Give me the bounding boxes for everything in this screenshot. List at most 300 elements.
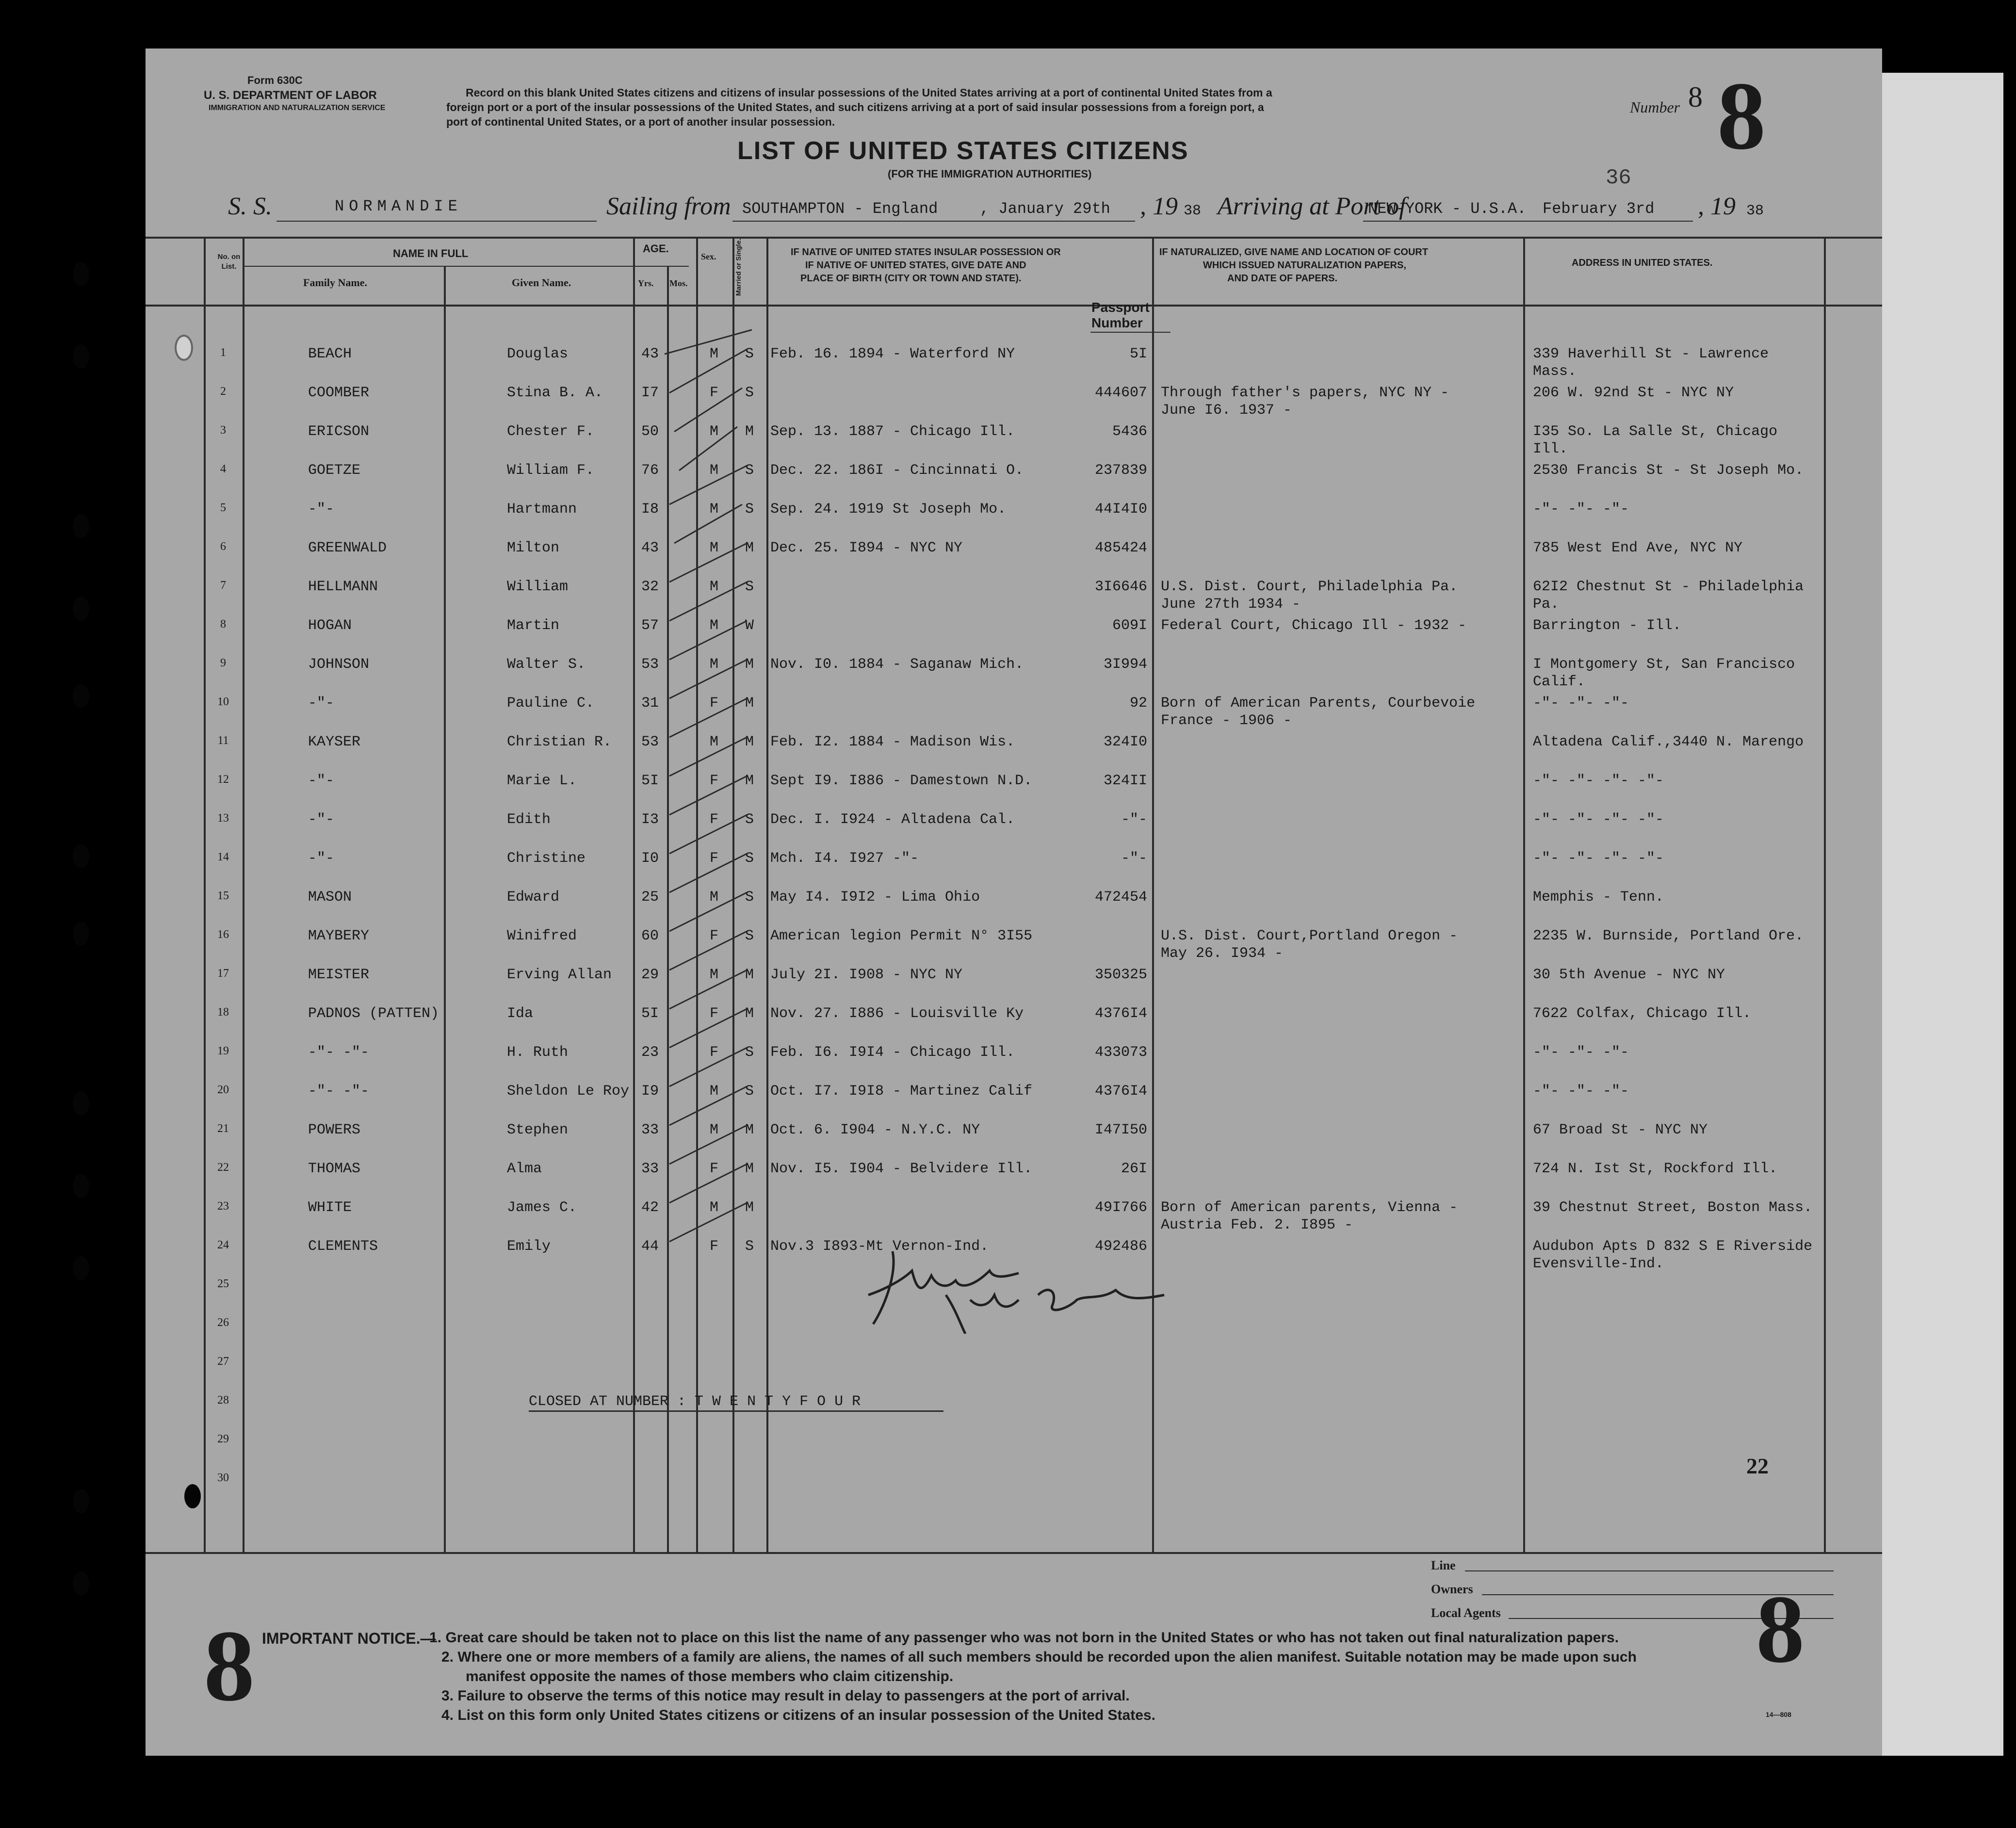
naturalization-info: June I6. 1937 -	[1161, 402, 1292, 419]
punch-hole	[73, 922, 89, 946]
age-years: 25	[641, 889, 659, 906]
row-number: 9	[220, 657, 226, 669]
sex: M	[709, 967, 718, 983]
row-number: 17	[217, 967, 229, 980]
notice-1: 1. Great care should be taken not to place on this list the name of any passenger who was not born in the United States or who has not taken out final naturalization papers.	[429, 1630, 1619, 1646]
punch-hole	[73, 1174, 89, 1198]
given-name: Douglas	[507, 346, 569, 362]
big-number-left: 8	[204, 1610, 255, 1722]
row-number: 15	[217, 890, 229, 902]
age-years: 31	[641, 695, 659, 712]
family-name: ERICSON	[308, 423, 370, 440]
row-number: 29	[217, 1433, 229, 1445]
us-address: -"- -"- -"- -"-	[1533, 773, 1664, 789]
us-address: Altadena Calif.,3440 N. Marengo	[1533, 734, 1804, 750]
underline	[276, 221, 597, 222]
header-passport: Passport	[1091, 300, 1150, 315]
us-address: 39 Chestnut Street, Boston Mass.	[1533, 1199, 1813, 1216]
given-name: Stephen	[507, 1122, 569, 1138]
us-address: 724 N. Ist St, Rockford Ill.	[1533, 1161, 1778, 1177]
punch-hole	[73, 684, 89, 708]
marital-status: S	[745, 850, 754, 867]
row-number: 13	[217, 812, 229, 825]
header-sex: Sex.	[701, 252, 716, 261]
given-name: Alma	[507, 1161, 542, 1177]
us-address: -"- -"- -"-	[1533, 501, 1629, 518]
sex: M	[709, 540, 718, 556]
passport-number: I47I50	[1094, 1122, 1147, 1138]
given-name: Edith	[507, 811, 551, 828]
sex: F	[709, 1044, 718, 1061]
passport-number: 49I766	[1094, 1199, 1147, 1216]
age-years: 29	[641, 967, 659, 983]
row-number: 3	[220, 424, 226, 437]
age-years: I0	[641, 850, 659, 867]
us-address: -"- -"- -"-	[1533, 695, 1629, 712]
family-name: PADNOS (PATTEN)	[308, 1005, 439, 1022]
age-years: 5I	[641, 1005, 659, 1022]
marital-status: W	[745, 617, 754, 634]
underline	[732, 221, 1135, 222]
row-number: 27	[217, 1355, 229, 1368]
family-name: THOMAS	[308, 1161, 361, 1177]
family-name: JOHNSON	[308, 656, 370, 673]
sex: M	[709, 579, 718, 595]
naturalization-info: Federal Court, Chicago Ill - 1932 -	[1161, 617, 1467, 634]
family-name: MEISTER	[308, 967, 370, 983]
passport-number: 3I994	[1103, 656, 1147, 673]
given-name: Martin	[507, 617, 560, 634]
row-number: 25	[217, 1278, 229, 1290]
notice-title: IMPORTANT NOTICE.—	[262, 1630, 436, 1647]
naturalization-info: U.S. Dist. Court, Philadelphia Pa.	[1161, 579, 1458, 595]
row-number: 14	[217, 851, 229, 863]
age-years: I3	[641, 811, 659, 828]
passport-number: -"-	[1121, 811, 1147, 828]
marital-status: S	[745, 928, 754, 944]
us-address: 62I2 Chestnut St - Philadelphia	[1533, 579, 1804, 595]
arrival-port: NEW-YORK - U.S.A.	[1368, 200, 1527, 218]
sex: M	[709, 501, 718, 518]
sex: F	[709, 695, 718, 712]
row-number: 19	[217, 1045, 229, 1057]
birth-date-place: Sept I9. I886 - Damestown N.D.	[770, 773, 1033, 789]
us-address: Audubon Apts D 832 S E Riverside	[1533, 1238, 1813, 1255]
row-number: 23	[217, 1200, 229, 1213]
instructions-line: port of continental United States, or a port of another insular possession.	[446, 115, 835, 128]
given-name: Winifred	[507, 928, 577, 944]
sex: M	[709, 423, 718, 440]
family-name: GOETZE	[308, 462, 361, 479]
us-address: 67 Broad St - NYC NY	[1533, 1122, 1708, 1138]
age-years: 53	[641, 734, 659, 750]
row-number: 5	[220, 501, 226, 514]
passport-number: 44I4I0	[1094, 501, 1147, 518]
passport-number: 350325	[1094, 967, 1147, 983]
us-address: 785 West End Ave, NYC NY	[1533, 540, 1743, 556]
given-name: Pauline C.	[507, 695, 595, 712]
passport-number: 26I	[1121, 1161, 1147, 1177]
us-address: I35 So. La Salle St, Chicago	[1533, 423, 1778, 440]
naturalization-info: U.S. Dist. Court,Portland Oregon -	[1161, 928, 1458, 944]
marital-status: M	[745, 695, 754, 712]
birth-date-place: Sep. 13. 1887 - Chicago Ill.	[770, 423, 1015, 440]
us-address: 206 W. 92nd St - NYC NY	[1533, 385, 1734, 401]
header-years: Yrs.	[638, 278, 654, 288]
print-code: 14—808	[1766, 1711, 1791, 1718]
age-years: 42	[641, 1199, 659, 1216]
inspector-signature	[863, 1237, 1213, 1334]
given-name: Walter S.	[507, 656, 586, 673]
punch-hole	[73, 597, 89, 621]
row-number: 12	[217, 773, 229, 786]
backing-sheet	[1872, 73, 2003, 1756]
big-number-right: 8	[1756, 1576, 1805, 1683]
header-birth: IF NATIVE OF UNITED STATES, GIVE DATE AND	[805, 260, 1026, 271]
row-number: 28	[217, 1394, 229, 1407]
us-address: Barrington - Ill.	[1533, 617, 1682, 634]
family-name: HOGAN	[308, 617, 352, 634]
row-number: 2	[220, 385, 226, 398]
us-address: I Montgomery St, San Francisco	[1533, 656, 1795, 673]
family-name: KAYSER	[308, 734, 361, 750]
header-naturalized: IF NATURALIZED, GIVE NAME AND LOCATION OF COURT	[1159, 247, 1429, 258]
row-number: 7	[220, 579, 226, 592]
given-name: Christine	[507, 850, 586, 867]
given-name: James C.	[507, 1199, 577, 1216]
given-name: Chester F.	[507, 423, 595, 440]
family-name: -"-	[308, 695, 335, 712]
passport-number: 4376I4	[1094, 1083, 1147, 1100]
birth-date-place: Dec. I. I924 - Altadena Cal.	[770, 811, 1015, 828]
marital-status: S	[745, 1083, 754, 1100]
number-big: 8	[1717, 63, 1766, 170]
service: IMMIGRATION AND NATURALIZATION SERVICE	[209, 104, 386, 112]
us-address: 2530 Francis St - St Joseph Mo.	[1533, 462, 1804, 479]
passport-number: 3I6646	[1094, 579, 1147, 595]
sheet-number: 22	[1746, 1454, 1769, 1478]
marital-status: S	[745, 1238, 754, 1255]
punch-hole	[73, 844, 89, 868]
header-given-name: Given Name.	[512, 276, 571, 289]
departure-year: 38	[1184, 203, 1202, 219]
us-address: Calif.	[1533, 674, 1586, 690]
family-name: GREENWALD	[308, 540, 387, 556]
departure-date: , January 29th	[980, 200, 1110, 218]
given-name: Ida	[507, 1005, 534, 1022]
marital-status: M	[745, 1199, 754, 1216]
row-number: 20	[217, 1084, 229, 1096]
row-number: 24	[217, 1239, 229, 1251]
name-header-rule	[243, 266, 631, 267]
birth-date-place: Nov. 27. I886 - Louisville Ky	[770, 1005, 1024, 1022]
marital-status: M	[745, 1005, 754, 1022]
naturalization-info: Born of American Parents, Courbevoie	[1161, 695, 1476, 712]
notice-2-cont: manifest opposite the names of those members who claim citizenship.	[466, 1668, 954, 1684]
header-family-name: Family Name.	[303, 276, 367, 289]
passport-number: 324II	[1103, 773, 1147, 789]
naturalization-info: Austria Feb. 2. I895 -	[1161, 1217, 1353, 1233]
passport-number: 5436	[1112, 423, 1147, 440]
us-address: Memphis - Tenn.	[1533, 889, 1664, 906]
passport-number: 609I	[1112, 617, 1147, 634]
birth-date-place: Nov. I5. I904 - Belvidere Ill.	[770, 1161, 1033, 1177]
departure-port: SOUTHAMPTON - England	[742, 200, 938, 218]
age-header-rule	[631, 266, 689, 267]
col-rule	[444, 266, 446, 1552]
marital-status: M	[745, 540, 754, 556]
age-years: I8	[641, 501, 659, 518]
arrival-date: February 3rd	[1543, 200, 1655, 218]
age-years: 5I	[641, 773, 659, 789]
underline	[1363, 221, 1693, 222]
family-name: -"-	[308, 811, 335, 828]
us-address: 7622 Colfax, Chicago Ill.	[1533, 1005, 1752, 1022]
us-address: 2235 W. Burnside, Portland Ore.	[1533, 928, 1804, 944]
header-naturalized: WHICH ISSUED NATURALIZATION PAPERS,	[1203, 260, 1406, 271]
closed-at-number: CLOSED AT NUMBER : T W E N T Y F O U R	[529, 1393, 861, 1410]
instructions-line: foreign port or a port of the insular possessions of the United States, and such citizens arriving at a port of said insular possessions from a foreign port, a	[446, 101, 1264, 113]
birth-date-place: Feb. I6. I9I4 - Chicago Ill.	[770, 1044, 1015, 1061]
col-rule	[1523, 237, 1525, 1552]
family-name: CLEMENTS	[308, 1238, 378, 1255]
sex: F	[709, 1238, 718, 1255]
sex: M	[709, 462, 718, 479]
us-address: Evensville-Ind.	[1533, 1256, 1664, 1272]
age-years: 43	[641, 540, 659, 556]
family-name: -"- -"-	[308, 1044, 370, 1061]
given-name: Erving Allan	[507, 967, 612, 983]
header-naturalized: AND DATE OF PAPERS.	[1227, 273, 1338, 284]
marital-status: S	[745, 1044, 754, 1061]
given-name: Christian R.	[507, 734, 612, 750]
sex: M	[709, 889, 718, 906]
birth-date-place: May I4. I9I2 - Lima Ohio	[770, 889, 980, 906]
header-name-in-full: NAME IN FULL	[393, 247, 469, 259]
passport-number: -"-	[1121, 850, 1147, 867]
row-number: 1	[220, 346, 226, 359]
birth-date-place: Oct. I7. I9I8 - Martinez Calif	[770, 1083, 1033, 1100]
age-years: 44	[641, 1238, 659, 1255]
passport-number: 492486	[1094, 1238, 1147, 1255]
punch-hole	[73, 344, 89, 369]
tally-marks	[655, 320, 766, 1261]
marital-status: S	[745, 579, 754, 595]
ss-label: S. S.	[228, 193, 272, 220]
age-years: 33	[641, 1161, 659, 1177]
header-address: ADDRESS IN UNITED STATES.	[1572, 258, 1713, 268]
row-number: 16	[217, 928, 229, 941]
passport-number: 444607	[1094, 385, 1147, 401]
sex: F	[709, 811, 718, 828]
naturalization-info: France - 1906 -	[1161, 712, 1292, 729]
us-address: Mass.	[1533, 363, 1577, 380]
given-name: William F.	[507, 462, 595, 479]
arrival-year: 38	[1746, 203, 1764, 219]
notice-3: 3. Failure to observe the terms of this notice may result in delay to passengers at the port of arrival.	[441, 1688, 1130, 1704]
naturalization-info: Through father's papers, NYC NY -	[1161, 385, 1449, 401]
family-name: -"- -"-	[308, 1083, 370, 1100]
page-mark: 36	[1606, 166, 1631, 190]
marital-status: M	[745, 734, 754, 750]
marital-status: S	[745, 462, 754, 479]
row-number: 10	[217, 696, 229, 708]
notice-2: 2. Where one or more members of a family are aliens, the names of all such members should be recorded upon the alien manifest. Suitable notation may be made upon such	[441, 1649, 1637, 1665]
sex: F	[709, 928, 718, 944]
row-number: 18	[217, 1006, 229, 1019]
sex: F	[709, 850, 718, 867]
sex: F	[709, 1161, 718, 1177]
sex: M	[709, 1199, 718, 1216]
marital-status: M	[745, 656, 754, 673]
birth-date-place: Mch. I4. I927 -"-	[770, 850, 919, 867]
age-years: 50	[641, 423, 659, 440]
family-name: POWERS	[308, 1122, 361, 1138]
birth-date-place: Sep. 24. 1919 St Joseph Mo.	[770, 501, 1007, 518]
header-married-single: Married or Single.	[734, 238, 742, 296]
header-birth: IF NATIVE OF UNITED STATES INSULAR POSSESSION OR	[791, 247, 1061, 258]
punch-hole	[184, 1484, 201, 1508]
sailing-label: Sailing from	[606, 193, 731, 220]
row-number: 6	[220, 540, 226, 553]
sex: M	[709, 346, 718, 362]
naturalization-info: Born of American parents, Vienna -	[1161, 1199, 1458, 1216]
family-name: BEACH	[308, 346, 352, 362]
punch-hole	[73, 1091, 89, 1116]
marital-status: S	[745, 889, 754, 906]
punch-hole	[73, 262, 89, 286]
family-name: MAYBERY	[308, 928, 370, 944]
col-rule	[1824, 237, 1826, 1552]
header-months: Mos.	[669, 278, 688, 288]
number-label: Number	[1630, 98, 1680, 116]
passport-number: 472454	[1094, 889, 1147, 906]
sex: M	[709, 656, 718, 673]
header-list-number: No. on List.	[217, 253, 241, 271]
table-bottom-rule	[146, 1552, 1882, 1554]
birth-date-place: Dec. 25. I894 - NYC NY	[770, 540, 963, 556]
given-name: William	[507, 579, 569, 595]
given-name: Milton	[507, 540, 560, 556]
form-number: Form 630C	[247, 74, 303, 86]
sex: M	[709, 1122, 718, 1138]
family-name: WHITE	[308, 1199, 352, 1216]
row-number: 26	[217, 1316, 229, 1329]
sex: M	[709, 734, 718, 750]
age-years: I9	[641, 1083, 659, 1100]
age-years: 33	[641, 1122, 659, 1138]
given-name: Emily	[507, 1238, 551, 1255]
given-name: Edward	[507, 889, 560, 906]
department: U. S. DEPARTMENT OF LABOR	[204, 89, 377, 102]
closed-underline	[529, 1410, 943, 1412]
family-name: COOMBER	[308, 385, 370, 401]
sex: M	[709, 617, 718, 634]
passport-number: 433073	[1094, 1044, 1147, 1061]
birth-date-place: Oct. 6. I904 - N.Y.C. NY	[770, 1122, 980, 1138]
family-name: HELLMANN	[308, 579, 378, 595]
passport-number: 324I0	[1103, 734, 1147, 750]
birth-date-place: July 2I. I908 - NYC NY	[770, 967, 963, 983]
notice-4: 4. List on this form only United States citizens or citizens of an insular possession of the United States.	[441, 1707, 1155, 1723]
us-address: -"- -"- -"- -"-	[1533, 850, 1664, 867]
marital-status: M	[745, 1122, 754, 1138]
birth-date-place: Feb. 16. 1894 - Waterford NY	[770, 346, 1015, 362]
passport-number: 92	[1129, 695, 1147, 712]
us-address: -"- -"- -"-	[1533, 1044, 1629, 1061]
row-number: 8	[220, 618, 226, 631]
sex: F	[709, 773, 718, 789]
punch-hole	[73, 1571, 89, 1596]
row-number: 4	[220, 463, 226, 475]
us-address: -"- -"- -"- -"-	[1533, 811, 1664, 828]
us-address: Pa.	[1533, 596, 1560, 613]
line-label: Line	[1431, 1558, 1456, 1572]
naturalization-info: May 26. I934 -	[1161, 945, 1284, 962]
us-address: -"- -"- -"-	[1533, 1083, 1629, 1100]
row-number: 21	[217, 1122, 229, 1135]
punch-hole	[73, 1256, 89, 1280]
instructions-line: Record on this blank United States citizens and citizens of insular possessions of the United States arriving at a port of continental United States from a	[466, 86, 1272, 99]
given-name: Marie L.	[507, 773, 577, 789]
birth-date-place: Nov. I0. 1884 - Saganaw Mich.	[770, 656, 1024, 673]
family-name: -"-	[308, 501, 335, 518]
passport-underline	[1090, 332, 1171, 333]
naturalization-info: June 27th 1934 -	[1161, 596, 1301, 613]
passport-number: 4376I4	[1094, 1005, 1147, 1022]
sex: F	[709, 1005, 718, 1022]
age-years: 53	[641, 656, 659, 673]
table-header-rule	[146, 305, 1882, 307]
family-name: -"-	[308, 773, 335, 789]
birth-date-place: Dec. 22. 186I - Cincinnati O.	[770, 462, 1024, 479]
punch-hole	[73, 1489, 89, 1513]
age-years: 43	[641, 346, 659, 362]
age-years: 23	[641, 1044, 659, 1061]
arrival-year-prefix: , 19	[1698, 193, 1736, 220]
marital-status: S	[745, 501, 754, 518]
given-name: Hartmann	[507, 501, 577, 518]
sex: M	[709, 1083, 718, 1100]
age-years: 60	[641, 928, 659, 944]
marital-status: S	[745, 385, 754, 401]
row-number: 30	[217, 1472, 229, 1484]
sex: F	[709, 385, 718, 401]
header-birth: PLACE OF BIRTH (CITY OR TOWN AND STATE).	[800, 273, 1022, 284]
age-years: 76	[641, 462, 659, 479]
given-name: H. Ruth	[507, 1044, 569, 1061]
year-prefix: , 19	[1140, 193, 1178, 220]
birth-date-place: Feb. I2. 1884 - Madison Wis.	[770, 734, 1015, 750]
family-name: -"-	[308, 850, 335, 867]
family-name: MASON	[308, 889, 352, 906]
passport-number: 485424	[1094, 540, 1147, 556]
marital-status: M	[745, 967, 754, 983]
number-small: 8	[1688, 81, 1703, 113]
arriving-label: Arriving at Port of	[1218, 193, 1406, 220]
age-years: 32	[641, 579, 659, 595]
ship-name: NORMANDIE	[335, 197, 462, 215]
punch-hole	[175, 335, 193, 361]
marital-status: M	[745, 773, 754, 789]
row-number: 22	[217, 1161, 229, 1174]
marital-status: S	[745, 346, 754, 362]
birth-date-place: Nov.3 I893-Mt Vernon-Ind.	[770, 1238, 989, 1255]
us-address: 30 5th Avenue - NYC NY	[1533, 967, 1725, 983]
header-age: AGE.	[643, 243, 669, 255]
given-name: Stina B. A.	[507, 385, 603, 401]
birth-date-place: American legion Permit N° 3I55	[770, 928, 1033, 944]
